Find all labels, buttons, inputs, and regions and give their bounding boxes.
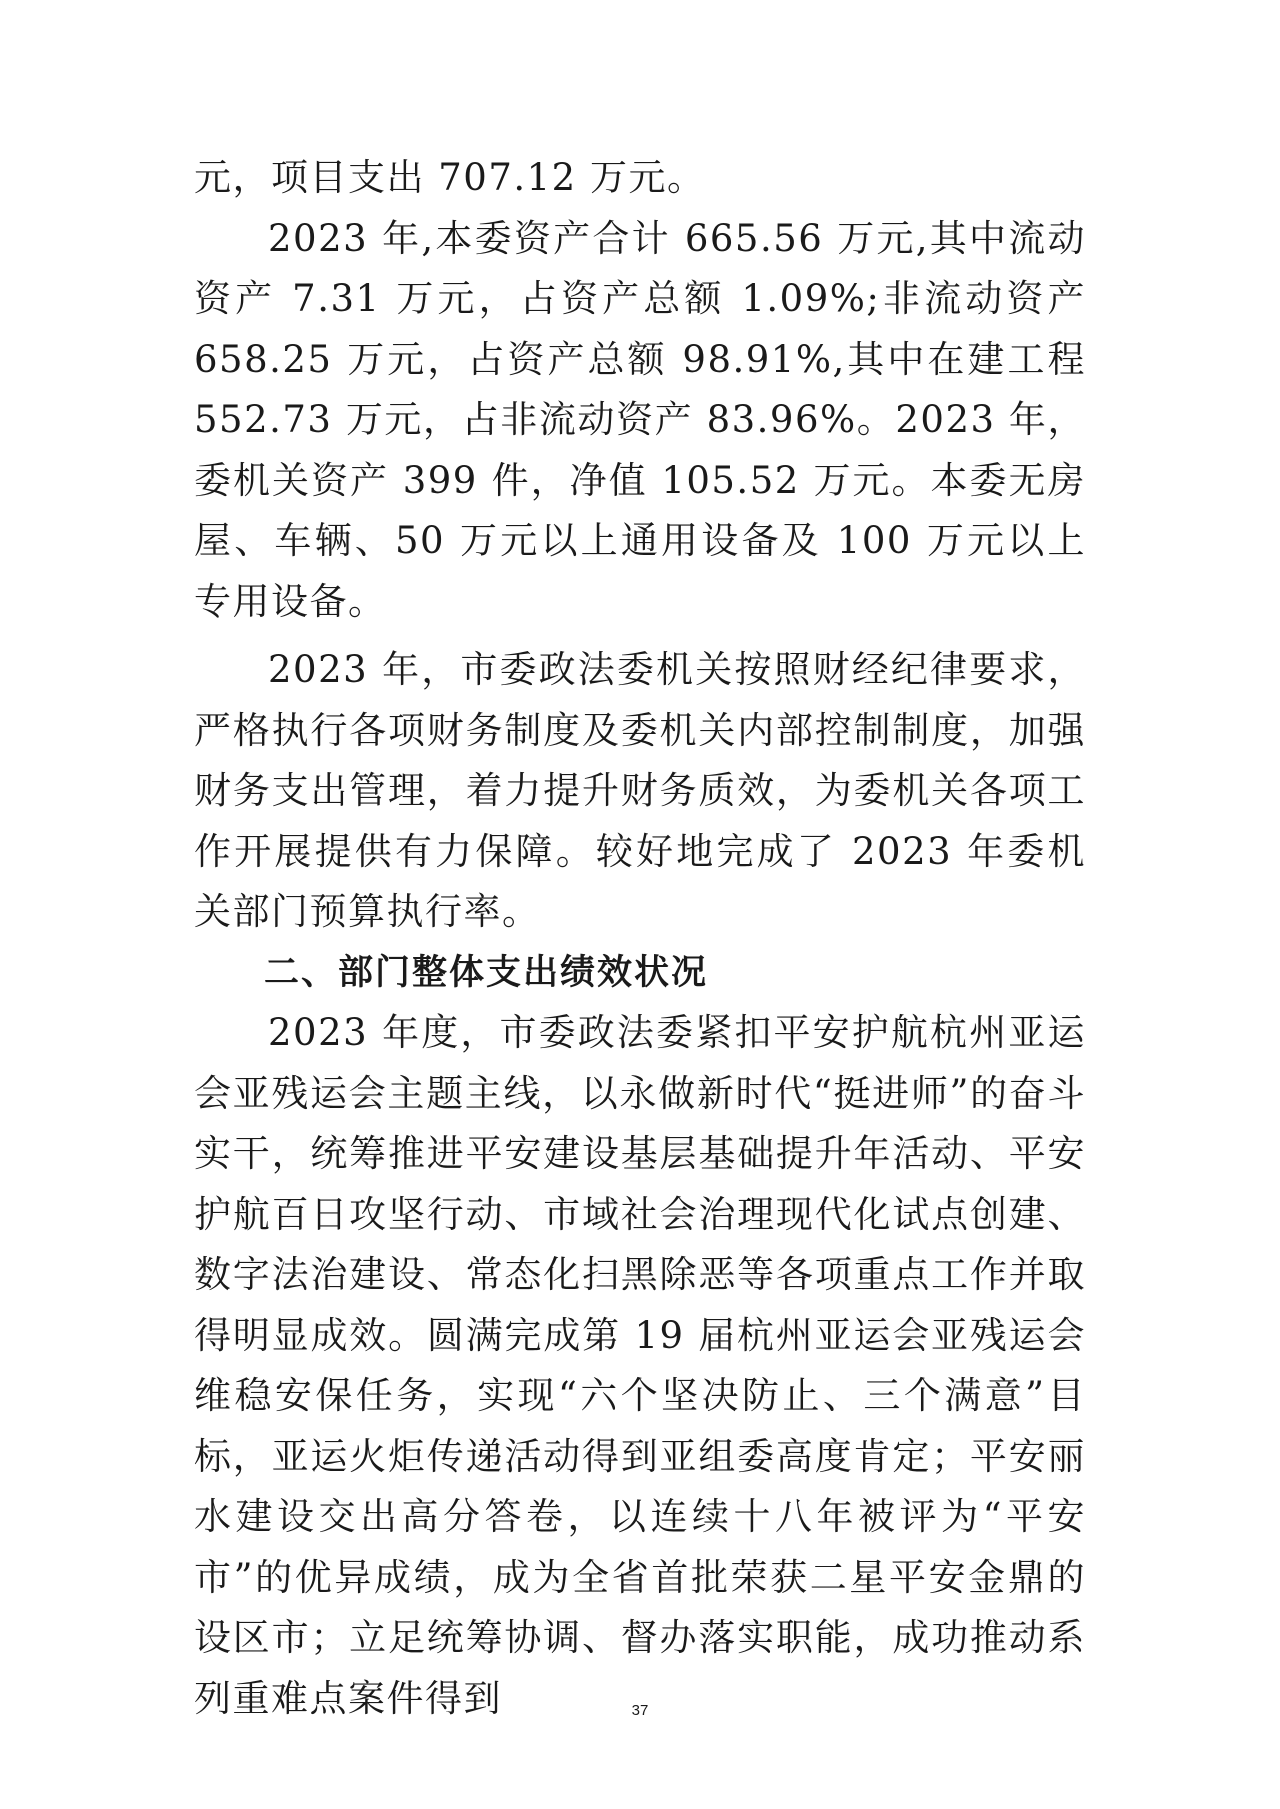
page-number: 37 xyxy=(631,1702,649,1719)
paragraph-assets: 2023 年,本委资产合计 665.56 万元,其中流动资产 7.31 万元，占资产总额 1.09%;非流动资产 658.25 万元，占资产总额 98.91%,其中在建工程 552.73 万元，占非流动资产 83.96%。2023 年，委机关资产 399 件，净值 105.52 万元。本委无房屋、车辆、50 万元以上通用设备及 100 万元以上专用设备。 xyxy=(194,216,1086,623)
paragraph-performance: 2023 年度，市委政法委紧扣平安护航杭州亚运会亚残运会主题主线，以永做新时代“挺进师”的奋斗实干，统筹推进平安建设基层基础提升年活动、平安护航百日攻坚行动、市域社会治理现代化试点创建、数字法治建设、常态化扫黑除恶等各项重点工作并取得明显成效。圆满完成第 19 届杭州亚运会亚残运会维稳安保任务，实现“六个坚决防止、三个满意”目标，亚运火炬传递活动得到亚组委高度肯定；平安丽水建设交出高分答卷，以连续十八年被评为“平安市”的优异成绩，成为全省首批荣获二星平安金鼎的设区市；立足统筹协调、督办落实职能，成功推动系列重难点案件得到 xyxy=(194,1011,1086,1720)
paragraph-finance-management: 2023 年，市委政法委机关按照财经纪律要求，严格执行各项财务制度及委机关内部控制制度，加强财务支出管理，着力提升财务质效，为委机关各项工作开展提供有力保障。较好地完成了 2023 年委机关部门预算执行率。 xyxy=(194,648,1086,933)
document-body xyxy=(194,148,1086,1729)
section-heading: 二、部门整体支出绩效状况 xyxy=(264,952,709,993)
paragraph-continuation: 元，项目支出 707.12 万元。 xyxy=(194,156,706,199)
